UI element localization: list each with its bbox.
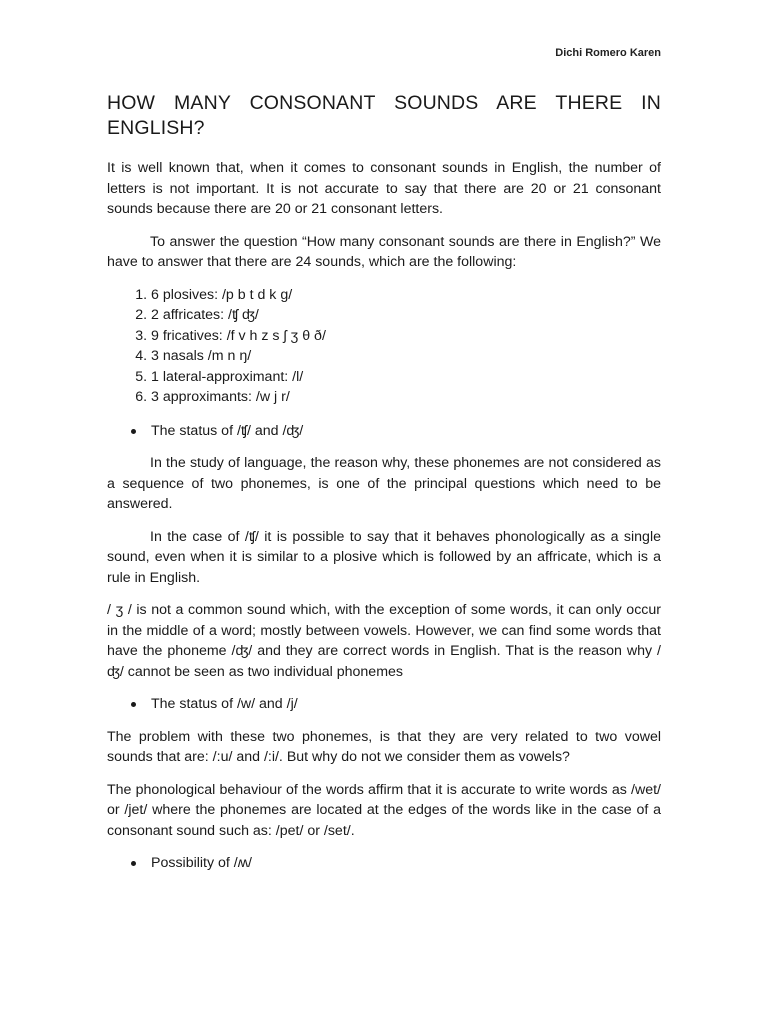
title-line-2: ENGLISH? <box>107 117 205 139</box>
list-item: 4. 3 nasals /m n ŋ/ <box>151 346 661 367</box>
list-item: 3. 9 fricatives: /f v h z s ʃ ʒ θ ð/ <box>151 326 661 347</box>
approximants-paragraph-1: The problem with these two phonemes, is that they are very related to two vowel sounds that are: /:u/ and /:i/. But why do not we consider them as vowels? <box>107 728 661 765</box>
section-heading-affricates <box>107 421 661 442</box>
section-heading-approximants <box>107 694 661 715</box>
bullet-item: Possibility of /ʍ/ <box>151 853 661 874</box>
list-item: 1. 6 plosives: /p b t d k g/ <box>151 285 661 306</box>
approximants-paragraph-2: The phonological behaviour of the words affirm that it is accurate to write words as /wet/ or /jet/ where the phonemes are located at the edges of the words like in the case of a consonant sound such as: /pet/ or /set/. <box>107 781 661 839</box>
bullet-item: The status of /w/ and /j/ <box>151 694 661 715</box>
list-item: 5. 1 lateral-approximant: /l/ <box>151 367 661 388</box>
bullet-item: The status of /ʧ/ and /ʤ/ <box>151 421 661 442</box>
affricates-paragraph-3: / ʒ / is not a common sound which, with the exception of some words, it can only occur in the middle of a word; mostly between vowels. However, we can find some words that have the phoneme /ʤ/ and they are correct words in English. That is the reason why /ʤ/ cannot be seen as two individual phonemes <box>107 602 661 680</box>
consonant-sound-list <box>107 285 661 408</box>
section-heading-possibility <box>107 853 661 874</box>
author-name: Dichi Romero Karen <box>555 47 661 59</box>
intro-paragraph: It is well known that, when it comes to consonant sounds in English, the number of letters is not important. It is not accurate to say that there are 20 or 21 consonant sounds because there are 20 or 21 consonant letters. <box>107 160 661 217</box>
affricates-paragraph-1: In the study of language, the reason why, these phonemes are not considered as a sequence of two phonemes, is one of the principal questions which need to be answered. <box>107 455 661 512</box>
document-title <box>107 91 661 141</box>
question-paragraph: To answer the question “How many consonant sounds are there in English?” We have to answer that there are 24 sounds, which are the following: <box>107 233 661 270</box>
list-item: 6. 3 approximants: /w j r/ <box>151 387 661 408</box>
title-line-1: HOW MANY CONSONANT SOUNDS ARE THERE IN <box>107 92 661 114</box>
affricates-paragraph-2: In the case of /ʧ/ it is possible to say that it behaves phonologically as a single sound, even when it is similar to a plosive which is followed by an affricate, which is a rule in English. <box>107 528 661 586</box>
list-item: 2. 2 affricates: /ʧ ʤ/ <box>151 305 661 326</box>
document-body <box>107 158 661 886</box>
